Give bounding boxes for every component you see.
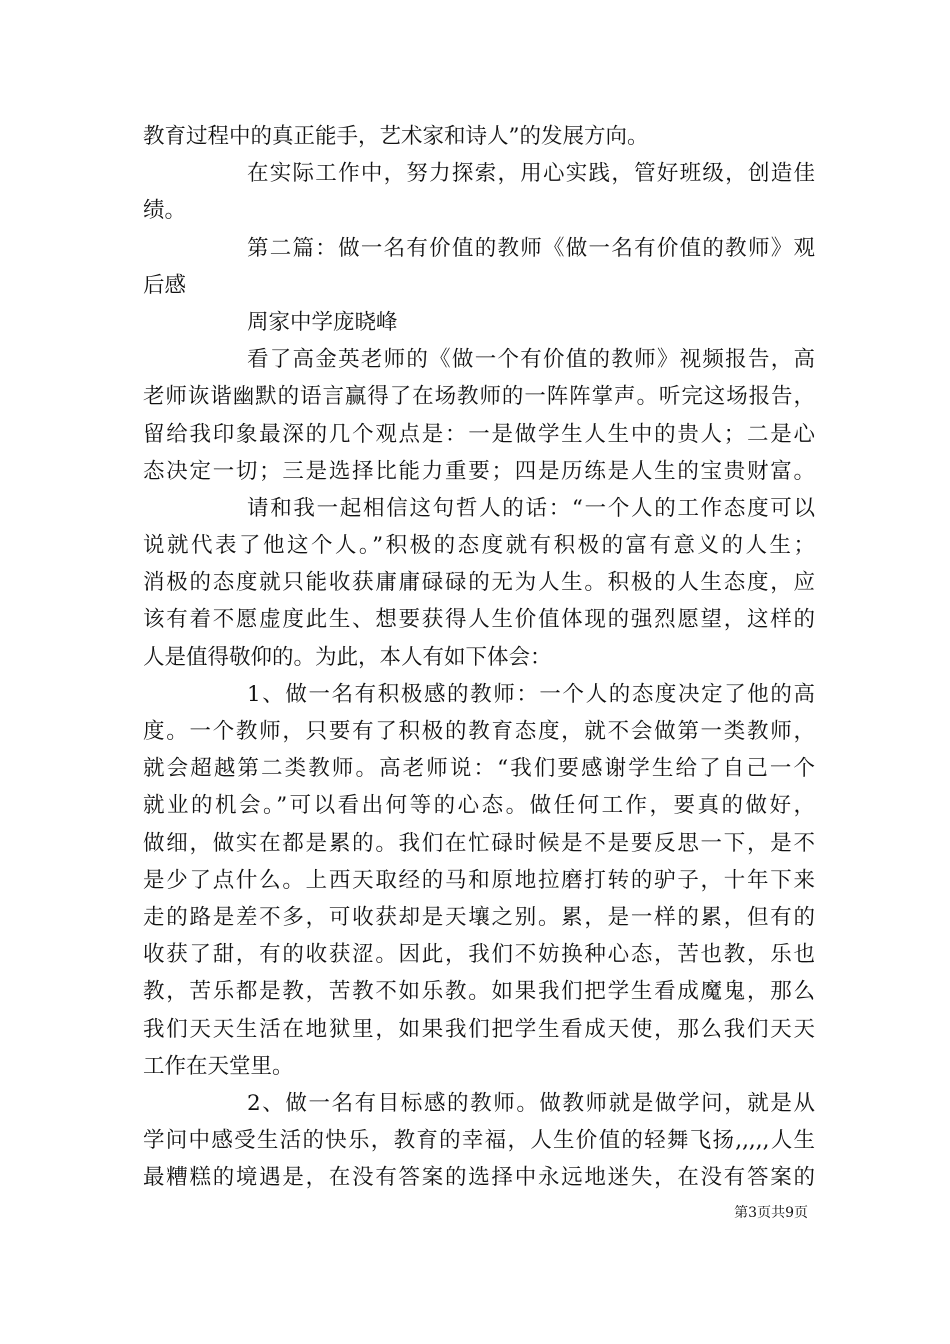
- text-line: 2、做一名有目标感的教师。做教师就是做学问，就是从: [247, 1090, 815, 1116]
- text-line: 是少了点什么。上西天取经的马和原地拉磨打转的驴子，十年下来: [143, 867, 815, 893]
- text-line: 该有着不愿虚度此生、想要获得人生价值体现的强烈愿望，这样的: [143, 607, 815, 633]
- text-line: 学问中感受生活的快乐，教育的幸福，人生价值的轻舞飞扬,,,,,人生: [143, 1128, 815, 1154]
- text-line: 态决定一切；三是选择比能力重要；四是历练是人生的宝贵财富。: [143, 458, 815, 484]
- text-line: 就会超越第二类教师。高老师说：“我们要感谢学生给了自己一个: [143, 756, 815, 782]
- text-line: 在实际工作中，努力探索，用心实践，管好班级，创造佳: [247, 161, 815, 187]
- text-line: 走的路是差不多，可收获却是天壤之别。累，是一样的累，但有的: [143, 904, 815, 930]
- text-line: 留给我印象最深的几个观点是：一是做学生人生中的贵人；二是心: [143, 421, 815, 447]
- text-line: 请和我一起相信这句哲人的话：“一个人的工作态度可以: [247, 495, 815, 521]
- text-line: 说就代表了他这个人。”积极的态度就有积极的富有意义的人生；: [143, 533, 815, 559]
- text-line: 最糟糕的境遇是，在没有答案的选择中永远地迷失，在没有答案的: [143, 1165, 815, 1191]
- text-line: 我们天天生活在地狱里，如果我们把学生看成天使，那么我们天天: [143, 1016, 815, 1042]
- text-line: 1、做一名有积极感的教师：一个人的态度决定了他的高: [247, 681, 815, 707]
- text-line: 度。一个教师，只要有了积极的教育态度，就不会做第一类教师，: [143, 719, 815, 744]
- text-line: 教，苦乐都是教，苦教不如乐教。如果我们把学生看成魔鬼，那么: [143, 979, 815, 1005]
- text-line: 绩。: [143, 198, 187, 224]
- text-line: 老师诙谐幽默的语言赢得了在场教师的一阵阵掌声。听完这场报告，: [143, 384, 815, 410]
- text-line: 消极的态度就只能收获庸庸碌碌的无为人生。积极的人生态度，应: [143, 570, 815, 596]
- text-line: 后感: [143, 272, 187, 298]
- text-line: 工作在天堂里。: [143, 1053, 294, 1079]
- text-line: 周家中学庞晓峰: [247, 309, 398, 335]
- text-line: 收获了甜，有的收获涩。因此，我们不妨换种心态，苦也教，乐也: [143, 942, 815, 968]
- page-number: 第3页共9页: [734, 1205, 808, 1221]
- body-text: [143, 118, 815, 1196]
- text-line: 做细，做实在都是累的。我们在忙碌时候是不是要反思一下，是不: [143, 830, 815, 856]
- text-line: 就业的机会。”可以看出何等的心态。做任何工作，要真的做好，: [143, 793, 815, 819]
- text-line: 第二篇：做一名有价值的教师《做一名有价值的教师》观: [247, 235, 815, 261]
- text-line: 看了高金英老师的《做一个有价值的教师》视频报告，高: [247, 347, 815, 373]
- text-line: 教育过程中的真正能手，艺术家和诗人”的发展方向。: [143, 124, 649, 149]
- text-line: 人是值得敬仰的。为此，本人有如下体会：: [143, 644, 552, 670]
